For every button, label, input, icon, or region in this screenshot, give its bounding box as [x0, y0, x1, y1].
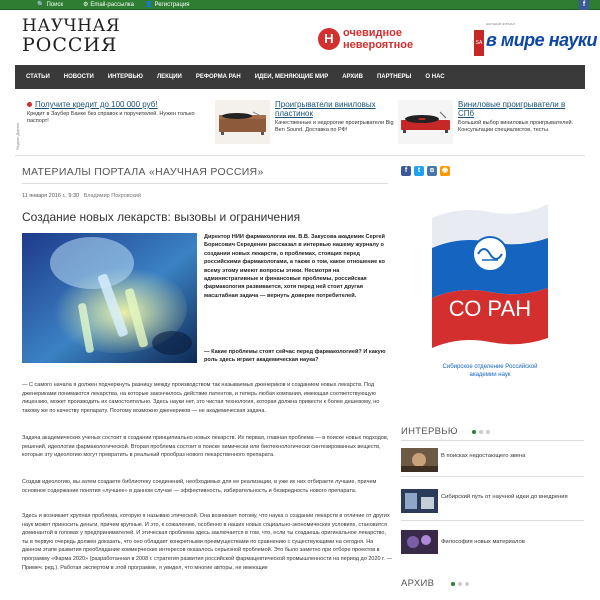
article-lead: Директор НИИ фармакологии им. В.В. Закусова академик Сергей Борисович Середенин рассказал в интервью нашему журналу о создании новых лекарств, о проблемах, стоящих перед российскими фармакологами, а также о том, какое отношение ко всему этому имеют вопросы этики. Несмотря на административные и финансовые проблемы, российская фармакология развивается, хотя перед ней стоит другая масштабная задача — вернуть доверие потребителей.: [204, 234, 385, 299]
article-meta: [22, 193, 141, 199]
top-bar: [0, 0, 600, 10]
partner-banner-ochevidnoe[interactable]: H очевидное невероятное: [318, 25, 468, 55]
interviews-divider: [401, 476, 584, 477]
article-image: [22, 233, 197, 363]
search-icon: 🔍: [37, 2, 45, 8]
so-ran-title: СО РАН: [448, 296, 532, 321]
user-icon: 👤: [145, 2, 153, 8]
ad-strip: Яндекс.Директ Получите кредит до 100 000 руб! Кредит в Заубер Банке без справок и поручителей. Нужен только паспорт! Проигрыватели виниловых пластинок Качественные и недорогие проигрыватели Big Ben Sound. Доставка по РФ! Виниловые проигрыватели в СПб Большой выбор виниловых проигрывателей. Консультации специалистов, тесты.: [15, 96, 585, 156]
article-question: — Какие проблемы стоят сейчас перед фармакологией? И какую роль здесь играет академическая наука?: [204, 349, 386, 364]
archive-heading[interactable]: АРХИВ: [401, 578, 435, 589]
red-turntable-image[interactable]: [398, 100, 453, 144]
interview-thumbnail[interactable]: [401, 489, 438, 513]
nav-item-news[interactable]: НОВОСТИ: [63, 74, 94, 80]
turntable-image[interactable]: [215, 100, 270, 144]
article-paragraph: — С самого начала я должен подчеркнуть разницу между производством так называемых дженериков и созданием новых лекарств. Под дженериками понимаются лекарства, на которые закончилось действие патентов, и теперь любая компания, имеющая соответствующую лицензию, может производить их самостоятельно. Здесь науки нет, это чистая технология, которая должна привести к более дешевому, но такому же по качеству препарату. Поэтому возможно дженериков — не академическая задача.: [22, 382, 380, 414]
social-share: [401, 166, 450, 176]
interview-thumbnail[interactable]: [401, 530, 438, 554]
article-paragraph: Здесь и возникает крупная проблема, которую я называю этической. Она возникает потому, что наука о создании лекарств в отличие от других наук может приносить деньги, причем крупные. И это, к сожалению, особенно в наших новых социально-экономических условиях, становится доминантой в головах у предпринимателей. И этическая проблема здесь заключается в том, что, если ты создаешь оригинальное лекарство, ты в первую очередь должен доказать, что оно обладает конкретными преимуществами по сравнению с существующими на сегодня. На данном этапе развития преобладание коммерческих интересов оказалось серьезной проблемой. Это было заметно при отборе проектов в программу «Фарма 2020» (разработанная в 2008 г. стратегия развития российской фармацевтической промышленности на период до 2020 г. — Примеч. ред.). Работая экспертом в этой программе, я увидел, что многие авторы, не имеющие: [22, 513, 392, 571]
ad-bullet-icon: [27, 102, 32, 107]
facebook-icon[interactable]: f: [579, 0, 589, 10]
vk-share-icon[interactable]: в: [427, 166, 437, 176]
facebook-share-icon[interactable]: f: [401, 166, 411, 176]
email-subscription-link[interactable]: ⚙ Email-рассылка: [83, 2, 134, 8]
nav-item-interviews[interactable]: ИНТЕРВЬЮ: [107, 74, 143, 80]
ad-item-credit[interactable]: Получите кредит до 100 000 руб! Кредит в Заубер Банке без справок и поручителей. Нужен только паспорт!: [27, 100, 195, 124]
logo-line-2: РОССИЯ: [22, 34, 118, 56]
logo-line-1: НАУЧНАЯ: [22, 16, 121, 36]
register-link[interactable]: 👤 Регистрация: [145, 2, 190, 8]
so-ran-banner[interactable]: [430, 198, 550, 388]
nav-item-partners[interactable]: ПАРТНЕРЫ: [376, 74, 412, 80]
pager-dot[interactable]: [451, 582, 455, 586]
interviews-divider: [401, 520, 584, 521]
article-paragraph: Задача академических ученых состоит в создании принципиально новых лекарств. Их первая, главная проблема — в поиске новых подходов, решений, идеологии фармакологической. Вторая проблема состоит в поиске химически или биотехнологически синтезированных веществ, которые эту идеологию могут превратить в реальный прообраз нового лекарственного препарата.: [22, 435, 389, 459]
archive-pager[interactable]: [451, 582, 469, 586]
pager-dot[interactable]: [465, 582, 469, 586]
pager-dot[interactable]: [479, 430, 483, 434]
interviews-pager[interactable]: [472, 430, 490, 434]
pager-dot[interactable]: [486, 430, 490, 434]
interviews-heading[interactable]: ИНТЕРВЬЮ: [401, 426, 458, 437]
nav-item-ideas[interactable]: ИДЕИ, МЕНЯЮЩИЕ МИР: [254, 74, 329, 80]
section-title: МАТЕРИАЛЫ ПОРТАЛА «НАУЧНАЯ РОССИЯ»: [22, 166, 264, 178]
so-ran-caption: Сибирское отделение Российской академии наук: [442, 364, 538, 378]
interview-item[interactable]: В поисках недостающего звена: [401, 448, 584, 472]
scientific-american-badge: SA: [474, 30, 484, 56]
interview-thumbnail[interactable]: [401, 448, 438, 472]
nav-item-about[interactable]: О НАС: [425, 74, 445, 80]
nav-item-articles[interactable]: СТАТЬИ: [26, 74, 50, 80]
twitter-share-icon[interactable]: t: [414, 166, 424, 176]
interview-item[interactable]: Сибирский путь от научной идеи до внедрения: [401, 489, 584, 513]
pager-dot[interactable]: [458, 582, 462, 586]
article-author[interactable]: Владимир Покровский: [83, 193, 141, 199]
interview-item[interactable]: Философия новых материалов: [401, 530, 584, 554]
partner-banner-v-mire-nauki[interactable]: НАУЧНЫЙ ЖУРНАЛ SA в мире науки: [474, 22, 578, 56]
article-title: Создание новых лекарств: вызовы и ограничения: [22, 210, 301, 224]
nav-item-archive[interactable]: АРХИВ: [342, 74, 363, 80]
search-link[interactable]: 🔍 Поиск: [37, 2, 64, 8]
site-logo[interactable]: [22, 16, 121, 56]
main-nav: [15, 65, 585, 89]
interviews-divider: [401, 440, 584, 441]
ad-label: Яндекс.Директ: [15, 122, 20, 150]
article-date: 11 января 2016 г., 9:30: [22, 193, 80, 199]
rss-icon[interactable]: ◉: [441, 167, 449, 174]
ochevidnoe-logo-icon: H: [318, 28, 340, 50]
pager-dot[interactable]: [472, 430, 476, 434]
nav-item-ras-reform[interactable]: РЕФОРМА РАН: [195, 74, 241, 80]
nav-item-lectures[interactable]: ЛЕКЦИИ: [156, 74, 182, 80]
section-divider: [22, 183, 388, 184]
gear-icon: ⚙: [83, 2, 89, 8]
article-paragraph: Создав идеологию, вы затем создаете библиотеку соединений, необходимых для ее реализации, в уже их них отбираете лучшие, причем основное содержание понятия «лучшее» в данном случае — эффективность, избирательность и безвредность нового препарата.: [22, 479, 377, 494]
